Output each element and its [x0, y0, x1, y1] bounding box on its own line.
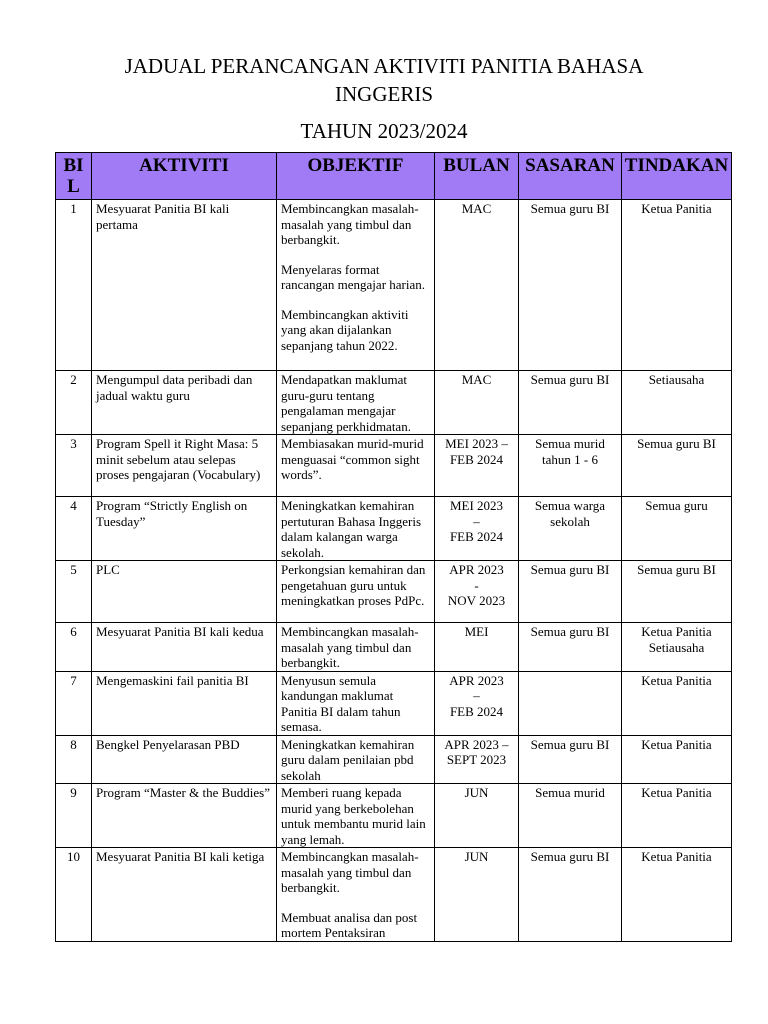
objektif-paragraph: Membincangkan aktiviti yang akan dijalankan sepanjang tahun 2022. [281, 306, 409, 353]
bulan-line: MEI 2023 – [445, 436, 508, 451]
objektif-paragraph: Membincangkan masalah-masalah yang timbul dan berbangkit. [281, 624, 419, 670]
cell-tindakan [622, 735, 732, 784]
cell-objektif [277, 784, 435, 848]
cell-sasaran: Semua murid [519, 784, 622, 848]
cell-bulan [435, 623, 519, 672]
cell-bil: 6 [56, 623, 92, 672]
bulan-line: SEPT 2023 [446, 752, 507, 767]
tindakan-line: Semua guru BI [637, 436, 716, 451]
cell-sasaran: Semua murid tahun 1 - 6 [519, 435, 622, 497]
table-row [56, 200, 732, 371]
objektif-paragraph: Membincangkan masalah-masalah yang timbul dan berbangkit. [281, 201, 419, 247]
cell-bulan [435, 671, 519, 735]
bulan-line: MEI [464, 624, 489, 639]
tindakan-line: Ketua Panitia [641, 201, 712, 216]
cell-bulan [435, 561, 519, 623]
document-title [0, 52, 768, 145]
cell-objektif [277, 371, 435, 435]
cell-tindakan [622, 848, 732, 942]
cell-sasaran: Semua guru BI [519, 735, 622, 784]
table-row [56, 623, 732, 672]
cell-bulan [435, 435, 519, 497]
cell-sasaran: Semua guru BI [519, 561, 622, 623]
cell-objektif [277, 200, 435, 371]
cell-objektif [277, 848, 435, 942]
bulan-line: - [474, 577, 479, 593]
header-tindakan: TINDAKAN [622, 153, 732, 200]
cell-sasaran [519, 671, 622, 735]
objektif-paragraph: Menyusun semula kandungan maklumat Panitia BI dalam tahun semasa. [281, 672, 401, 734]
cell-tindakan [622, 671, 732, 735]
cell-sasaran: Semua guru BI [519, 200, 622, 371]
header-aktiviti: AKTIVITI [92, 153, 277, 200]
cell-aktiviti: Program Spell it Right Masa: 5 minit sebelum atau selepas proses pengajaran (Vocabulary) [92, 435, 277, 497]
cell-bulan [435, 200, 519, 371]
objektif-paragraph: Mendapatkan maklumat guru-guru tentang pengalaman mengajar sepanjang perkhidmatan. [281, 372, 411, 434]
cell-aktiviti: PLC [92, 561, 277, 623]
objektif-paragraph: Meningkatkan kemahiran pertuturan Bahasa Inggeris dalam kalangan warga sekolah. [281, 498, 422, 560]
tindakan-line: Ketua Panitia [641, 624, 712, 639]
table-body [56, 200, 732, 942]
bulan-line: NOV 2023 [447, 593, 506, 608]
cell-aktiviti: Mengemaskini fail panitia BI [92, 671, 277, 735]
bulan-line: APR 2023 [449, 562, 504, 577]
tindakan-line: Setiausaha [648, 639, 705, 655]
cell-objektif [277, 561, 435, 623]
cell-tindakan [622, 623, 732, 672]
bulan-line: MAC [461, 372, 492, 387]
objektif-paragraph: Membuat analisa dan post mortem Pentaksiran [281, 909, 418, 940]
cell-tindakan [622, 200, 732, 371]
cell-tindakan [622, 561, 732, 623]
cell-bil: 5 [56, 561, 92, 623]
bulan-line: JUN [464, 849, 489, 864]
tindakan-line: Ketua Panitia [641, 849, 712, 864]
bulan-line: – [473, 513, 480, 529]
table-row [56, 848, 732, 942]
cell-aktiviti: Mengumpul data peribadi dan jadual waktu guru [92, 371, 277, 435]
cell-bulan [435, 848, 519, 942]
table-row [56, 497, 732, 561]
objektif-paragraph: Meningkatkan kemahiran guru dalam penilaian pbd sekolah [281, 736, 415, 783]
cell-sasaran: Semua guru BI [519, 623, 622, 672]
objektif-paragraph: Memberi ruang kepada murid yang berkebolehan untuk membantu murid lain yang lemah. [281, 785, 426, 847]
bulan-line: MEI 2023 [449, 498, 504, 513]
cell-bil: 2 [56, 371, 92, 435]
bulan-line: MAC [461, 201, 492, 216]
title-year: TAHUN 2023/2024 [300, 119, 468, 143]
cell-bil: 10 [56, 848, 92, 942]
cell-bil: 8 [56, 735, 92, 784]
cell-objektif [277, 735, 435, 784]
table-row [56, 671, 732, 735]
bulan-line: – [473, 688, 480, 703]
cell-bulan [435, 497, 519, 561]
objektif-paragraph: Menyelaras format rancangan mengajar harian. [281, 261, 426, 292]
tindakan-line: Ketua Panitia [641, 785, 712, 800]
activity-plan-table [55, 152, 732, 942]
cell-bulan [435, 784, 519, 848]
header-bil: BIL [56, 153, 92, 200]
bulan-line: FEB 2024 [449, 529, 504, 544]
bulan-line: APR 2023 [449, 672, 504, 688]
title-line-1: JADUAL PERANCANGAN AKTIVITI PANITIA BAHASA [124, 54, 644, 78]
header-bulan: BULAN [435, 153, 519, 200]
table-row [56, 735, 732, 784]
header-objektif: OBJEKTIF [277, 153, 435, 200]
objektif-paragraph: Perkongsian kemahiran dan pengetahuan guru untuk meningkatkan proses PdPc. [281, 562, 426, 608]
cell-aktiviti: Mesyuarat Panitia BI kali kedua [92, 623, 277, 672]
table-row [56, 435, 732, 497]
bulan-line: JUN [464, 785, 489, 800]
cell-aktiviti: Bengkel Penyelarasan PBD [92, 735, 277, 784]
cell-tindakan [622, 371, 732, 435]
cell-bil: 1 [56, 200, 92, 371]
cell-objektif [277, 671, 435, 735]
cell-bil: 4 [56, 497, 92, 561]
cell-bulan [435, 735, 519, 784]
table-row [56, 784, 732, 848]
cell-sasaran: Semua guru BI [519, 848, 622, 942]
cell-aktiviti: Mesyuarat Panitia BI kali pertama [92, 200, 277, 371]
cell-tindakan [622, 497, 732, 561]
cell-bil: 7 [56, 671, 92, 735]
cell-bil: 3 [56, 435, 92, 497]
cell-tindakan [622, 435, 732, 497]
cell-aktiviti: Program “Strictly English on Tuesday” [92, 497, 277, 561]
cell-objektif [277, 497, 435, 561]
cell-aktiviti: Mesyuarat Panitia BI kali ketiga [92, 848, 277, 942]
cell-bil: 9 [56, 784, 92, 848]
bulan-line: APR 2023 – [444, 736, 509, 752]
tindakan-line: Semua guru BI [637, 562, 716, 577]
cell-bulan [435, 371, 519, 435]
bulan-line: FEB 2024 [449, 451, 504, 467]
cell-sasaran: Semua warga sekolah [519, 497, 622, 561]
tindakan-line: Ketua Panitia [641, 672, 712, 688]
cell-aktiviti: Program “Master & the Buddies” [92, 784, 277, 848]
tindakan-line: Semua guru [645, 498, 708, 513]
objektif-paragraph: Membiasakan murid-murid menguasai “common sight words”. [281, 436, 424, 482]
title-line-2: INGGERIS [335, 82, 433, 106]
cell-tindakan [622, 784, 732, 848]
bulan-line: FEB 2024 [449, 703, 504, 719]
objektif-paragraph: Membincangkan masalah-masalah yang timbul dan berbangkit. [281, 849, 419, 895]
cell-sasaran: Semua guru BI [519, 371, 622, 435]
table-header-row [56, 153, 732, 200]
header-sasaran: SASARAN [519, 153, 622, 200]
tindakan-line: Setiausaha [648, 372, 705, 387]
table-row [56, 371, 732, 435]
tindakan-line: Ketua Panitia [641, 736, 712, 752]
cell-objektif [277, 623, 435, 672]
cell-objektif [277, 435, 435, 497]
table-row [56, 561, 732, 623]
